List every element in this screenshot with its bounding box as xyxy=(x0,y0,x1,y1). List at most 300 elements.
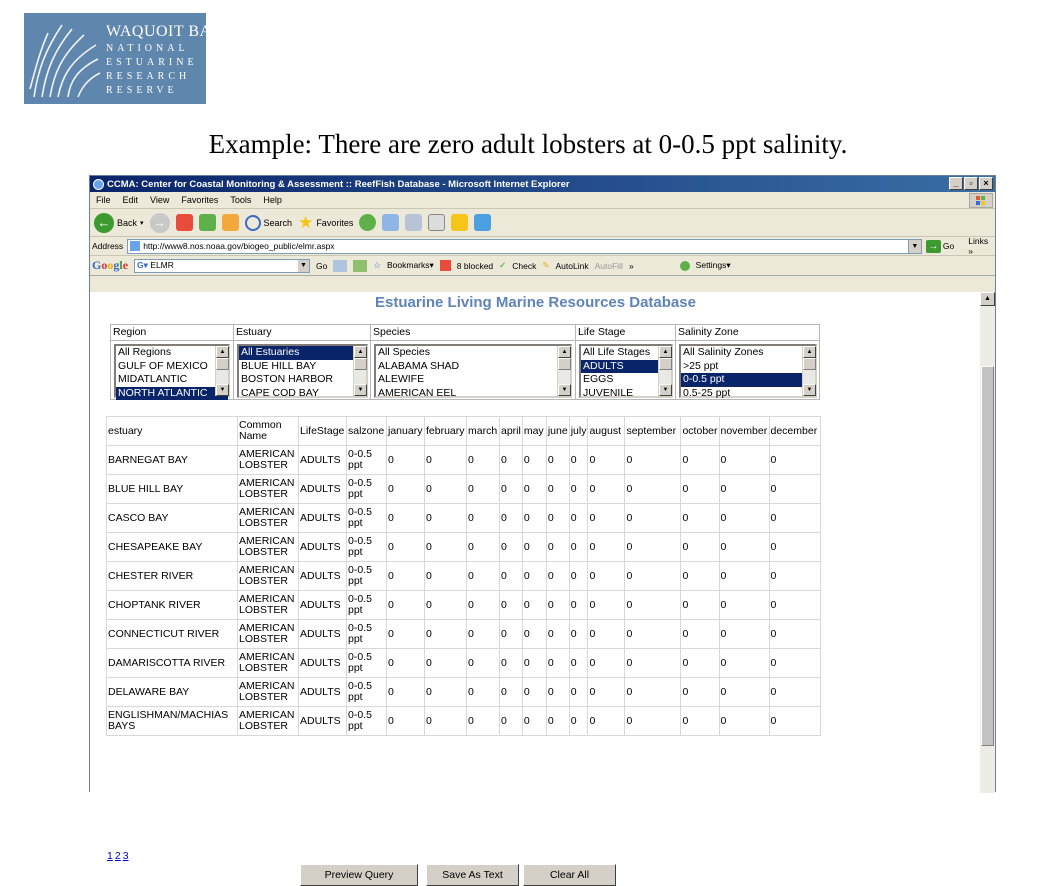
table-cell: DELAWARE BAY xyxy=(107,678,238,707)
table-cell: 0 xyxy=(769,620,820,649)
species-option[interactable]: All Species xyxy=(378,346,430,358)
check-button[interactable]: Check xyxy=(512,260,537,271)
window-title: CCMA: Center for Coastal Monitoring & Assessment :: ReefFish Database - Microsoft Internet Explorer xyxy=(107,178,570,190)
save-as-text-button[interactable]: Save As Text xyxy=(426,864,519,886)
table-cell: 0 xyxy=(425,562,467,591)
table-cell: 0 xyxy=(425,620,467,649)
column-header: september xyxy=(625,417,681,446)
table-cell: CASCO BAY xyxy=(107,504,238,533)
table-cell: 0 xyxy=(425,504,467,533)
column-header: november xyxy=(719,417,769,446)
table-row xyxy=(107,446,821,475)
menu-tools[interactable]: Tools xyxy=(230,195,252,205)
back-button[interactable]: ← Back ▾ xyxy=(94,213,144,233)
table-cell: 0-0.5 ppt xyxy=(347,591,387,620)
column-header: january xyxy=(387,417,425,446)
menu-bar xyxy=(90,192,995,209)
table-cell: 0 xyxy=(588,446,625,475)
table-cell: 0 xyxy=(546,678,569,707)
table-cell: 0 xyxy=(719,562,769,591)
forward-arrow-icon[interactable]: → xyxy=(150,213,170,233)
scroll-up-icon[interactable]: ▲ xyxy=(980,292,995,306)
table-cell: 0 xyxy=(387,678,425,707)
table-cell: 0 xyxy=(769,707,820,736)
table-cell: 0 xyxy=(500,591,523,620)
table-cell: 0 xyxy=(681,591,719,620)
address-bar xyxy=(90,237,995,256)
region-filter xyxy=(111,325,234,399)
print-icon[interactable] xyxy=(405,214,422,231)
page-icon xyxy=(130,241,140,251)
table-cell: 0 xyxy=(769,475,820,504)
salinity-filter xyxy=(676,325,819,399)
table-cell: 0 xyxy=(569,446,588,475)
table-cell: 0-0.5 ppt xyxy=(347,446,387,475)
table-cell: 0 xyxy=(569,707,588,736)
estuary-scrollbar[interactable] xyxy=(353,346,366,396)
table-cell: 0 xyxy=(625,562,681,591)
table-cell: 0 xyxy=(569,562,588,591)
go-button[interactable] xyxy=(926,240,954,253)
address-label: Address xyxy=(92,241,124,251)
table-cell: 0 xyxy=(588,678,625,707)
scroll-down-icon[interactable]: ▼ xyxy=(354,384,367,396)
table-cell: 0 xyxy=(522,620,546,649)
table-row xyxy=(107,649,821,678)
scroll-down-icon[interactable]: ▼ xyxy=(659,384,672,396)
popup-blocker-icon xyxy=(440,260,451,271)
table-cell: 0 xyxy=(719,678,769,707)
table-cell: 0-0.5 ppt xyxy=(347,475,387,504)
table-cell: 0 xyxy=(387,591,425,620)
table-cell: ADULTS xyxy=(299,562,347,591)
page-link-3[interactable]: 3 xyxy=(122,850,129,862)
region-option-selected[interactable]: NORTH ATLANTIC xyxy=(116,387,228,401)
browser-window xyxy=(89,175,996,881)
table-cell: 0 xyxy=(625,533,681,562)
table-cell: 0 xyxy=(467,620,500,649)
folder-icon[interactable] xyxy=(451,214,468,231)
species-label: Species xyxy=(371,325,575,341)
table-cell: CONNECTICUT RIVER xyxy=(107,620,238,649)
popup-blocked-count[interactable]: 8 blocked xyxy=(456,260,494,271)
table-cell: 0 xyxy=(467,504,500,533)
table-cell: 0 xyxy=(467,446,500,475)
estuary-option-selected[interactable]: All Estuaries xyxy=(239,346,366,360)
life-stage-option-selected[interactable]: ADULTS xyxy=(581,360,671,374)
table-cell: 0 xyxy=(500,446,523,475)
table-cell: 0 xyxy=(769,446,820,475)
table-cell: 0 xyxy=(546,649,569,678)
favorites-button[interactable] xyxy=(298,213,353,233)
table-cell: 0 xyxy=(681,707,719,736)
column-header: LifeStage xyxy=(299,417,347,446)
table-cell: 0 xyxy=(500,504,523,533)
salinity-option[interactable]: 0.5-25 ppt xyxy=(683,386,731,399)
species-listbox[interactable] xyxy=(374,344,572,398)
column-header: december xyxy=(769,417,820,446)
table-cell: 0 xyxy=(588,707,625,736)
region-label: Region xyxy=(111,325,233,341)
table-cell: 0 xyxy=(500,707,523,736)
salinity-option-selected[interactable]: 0-0.5 ppt xyxy=(681,373,815,387)
table-cell: 0 xyxy=(546,446,569,475)
table-cell: 0 xyxy=(588,649,625,678)
table-cell: 0 xyxy=(425,678,467,707)
table-cell: 0 xyxy=(546,620,569,649)
star-bookmark-icon: ☆ xyxy=(373,260,381,270)
pagerank-icon[interactable] xyxy=(353,260,367,272)
table-header-row xyxy=(107,417,821,446)
bookmarks-button[interactable]: Bookmarks▾ xyxy=(386,260,434,270)
address-input[interactable] xyxy=(127,239,922,254)
window-titlebar xyxy=(90,176,995,192)
spellcheck-icon: ✓ xyxy=(499,260,507,270)
region-option[interactable]: MIDATLANTIC xyxy=(118,373,188,385)
scroll-up-icon[interactable]: ▲ xyxy=(354,346,367,358)
preview-query-button[interactable]: Preview Query xyxy=(300,864,418,886)
table-cell: 0 xyxy=(769,649,820,678)
table-cell: 0 xyxy=(625,591,681,620)
table-cell: 0 xyxy=(625,620,681,649)
google-tool-icon[interactable] xyxy=(333,260,347,272)
life-stage-label: Life Stage xyxy=(576,325,675,341)
scroll-down-icon[interactable]: ▼ xyxy=(803,384,816,396)
table-cell: ADULTS xyxy=(299,504,347,533)
table-cell: 0 xyxy=(467,649,500,678)
table-cell: 0-0.5 ppt xyxy=(347,678,387,707)
table-cell: 0-0.5 ppt xyxy=(347,649,387,678)
table-cell: 0 xyxy=(625,707,681,736)
search-icon xyxy=(245,215,261,231)
back-label: Back xyxy=(117,217,138,228)
column-header: june xyxy=(546,417,569,446)
table-cell: 0-0.5 ppt xyxy=(347,504,387,533)
region-option[interactable]: All Regions xyxy=(118,346,172,358)
table-cell: 0 xyxy=(588,504,625,533)
google-logo: Google xyxy=(92,258,129,272)
life-stage-filter xyxy=(576,325,676,399)
region-scrollbar[interactable] xyxy=(215,346,228,396)
salinity-scrollbar[interactable] xyxy=(802,346,815,396)
estuary-option[interactable]: BOSTON HARBOR xyxy=(241,373,333,385)
pagination xyxy=(107,850,131,862)
region-option[interactable]: GULF OF MEXICO xyxy=(118,359,208,372)
table-cell: 0 xyxy=(625,678,681,707)
messenger-icon[interactable] xyxy=(474,214,491,231)
table-cell: 0 xyxy=(569,649,588,678)
estuary-listbox[interactable] xyxy=(237,344,368,398)
table-cell: 0 xyxy=(719,707,769,736)
stop-icon[interactable] xyxy=(176,214,193,231)
table-row xyxy=(107,562,821,591)
scroll-down-icon[interactable]: ▼ xyxy=(558,384,571,396)
scroll-up-icon[interactable]: ▲ xyxy=(803,346,816,358)
page-content xyxy=(90,292,981,881)
table-cell: AMERICAN LOBSTER xyxy=(238,591,299,620)
table-cell: 0 xyxy=(546,562,569,591)
table-cell: 0 xyxy=(625,446,681,475)
table-cell: 0-0.5 ppt xyxy=(347,707,387,736)
table-cell: 0 xyxy=(769,533,820,562)
menu-file[interactable]: File xyxy=(96,195,111,205)
species-filter xyxy=(371,325,576,399)
menu-view[interactable]: View xyxy=(150,195,170,205)
table-cell: DAMARISCOTTA RIVER xyxy=(107,649,238,678)
table-cell: 0 xyxy=(522,707,546,736)
page-link-2[interactable]: 2 xyxy=(114,850,121,862)
logo-line-4: RESEARCH xyxy=(106,71,191,82)
google-go-button[interactable]: Go xyxy=(316,260,328,271)
species-option[interactable]: ALABAMA SHAD xyxy=(378,359,460,372)
table-cell: 0 xyxy=(719,649,769,678)
table-cell: 0-0.5 ppt xyxy=(347,533,387,562)
scroll-up-icon[interactable]: ▲ xyxy=(558,346,571,358)
table-cell: 0 xyxy=(387,620,425,649)
google-search-input[interactable]: G▾ ELMR ▼ xyxy=(134,259,310,273)
table-cell: ADULTS xyxy=(299,591,347,620)
table-cell: BLUE HILL BAY xyxy=(107,475,238,504)
table-cell: 0 xyxy=(719,475,769,504)
home-icon[interactable] xyxy=(222,214,239,231)
menu-favorites[interactable]: Favorites xyxy=(181,195,219,205)
table-cell: 0 xyxy=(769,591,820,620)
table-cell: 0 xyxy=(719,620,769,649)
estuary-option[interactable]: CAPE COD BAY xyxy=(241,386,319,399)
table-cell: 0 xyxy=(522,591,546,620)
table-cell: 0 xyxy=(681,620,719,649)
settings-button[interactable]: Settings▾ xyxy=(695,260,731,270)
page-link-1[interactable]: 1 xyxy=(107,850,113,862)
life-stage-option[interactable]: EGGS xyxy=(583,373,614,385)
estuary-label: Estuary xyxy=(234,325,370,341)
go-label: Go xyxy=(942,241,955,251)
table-cell: 0 xyxy=(769,504,820,533)
table-cell: 0 xyxy=(719,504,769,533)
scroll-up-icon[interactable]: ▲ xyxy=(216,346,229,358)
links-label[interactable]: Links » xyxy=(968,236,989,256)
column-header: salzone xyxy=(347,417,387,446)
maximize-button[interactable]: ▫ xyxy=(964,177,978,190)
marsh-grass-logo-icon xyxy=(28,19,102,99)
table-row xyxy=(107,591,821,620)
table-cell: 0 xyxy=(588,591,625,620)
edit-icon[interactable] xyxy=(428,214,445,231)
column-header: estuary xyxy=(107,417,238,446)
media-icon[interactable] xyxy=(359,214,376,231)
more-chevron-icon[interactable]: » xyxy=(628,260,634,271)
table-cell: 0 xyxy=(546,707,569,736)
region-listbox[interactable] xyxy=(114,344,230,398)
column-header: august xyxy=(588,417,625,446)
filter-panel xyxy=(110,324,820,400)
table-cell: ADULTS xyxy=(299,533,347,562)
table-cell: 0 xyxy=(522,562,546,591)
action-buttons xyxy=(300,864,620,886)
column-header: may xyxy=(522,417,546,446)
google-search-value: ELMR xyxy=(150,259,174,270)
table-cell: ADULTS xyxy=(299,620,347,649)
table-cell: 0 xyxy=(681,533,719,562)
table-cell: 0 xyxy=(546,504,569,533)
table-cell: 0 xyxy=(500,562,523,591)
table-cell: 0 xyxy=(681,446,719,475)
table-cell: 0 xyxy=(387,446,425,475)
table-cell: AMERICAN LOBSTER xyxy=(238,562,299,591)
table-cell: 0 xyxy=(681,649,719,678)
scroll-thumb[interactable] xyxy=(981,366,994,746)
table-cell: 0 xyxy=(625,649,681,678)
table-row xyxy=(107,533,821,562)
autolink-icon: ✎ xyxy=(542,260,550,270)
table-cell: ENGLISHMAN/MACHIAS BAYS xyxy=(107,707,238,736)
table-cell: AMERICAN LOBSTER xyxy=(238,649,299,678)
table-cell: 0-0.5 ppt xyxy=(347,620,387,649)
autolink-button[interactable]: AutoLink xyxy=(555,260,589,271)
table-cell: 0 xyxy=(522,446,546,475)
salinity-label: Salinity Zone xyxy=(676,325,819,341)
table-cell: 0 xyxy=(425,649,467,678)
table-cell: ADULTS xyxy=(299,649,347,678)
table-cell: 0 xyxy=(719,533,769,562)
page-scrollbar[interactable] xyxy=(980,292,995,793)
google-toolbar xyxy=(90,256,995,276)
table-cell: 0 xyxy=(467,707,500,736)
table-cell: AMERICAN LOBSTER xyxy=(238,707,299,736)
life-stage-option[interactable]: JUVENILE xyxy=(583,386,634,399)
autofill-button[interactable]: AutoFill xyxy=(594,260,623,271)
table-cell: AMERICAN LOBSTER xyxy=(238,504,299,533)
table-cell: ADULTS xyxy=(299,475,347,504)
table-cell: AMERICAN LOBSTER xyxy=(238,475,299,504)
search-label: Search xyxy=(263,217,293,228)
logo-line-5: RESERVE xyxy=(106,85,178,96)
table-cell: 0 xyxy=(681,678,719,707)
clear-all-button[interactable]: Clear All xyxy=(523,864,616,886)
life-stage-listbox[interactable] xyxy=(579,344,673,398)
table-row xyxy=(107,707,821,736)
column-header: Common Name xyxy=(238,417,299,446)
close-button[interactable]: × xyxy=(979,177,993,190)
table-cell: 0 xyxy=(588,475,625,504)
table-cell: 0 xyxy=(569,620,588,649)
search-button[interactable] xyxy=(245,215,293,231)
table-cell: 0 xyxy=(588,533,625,562)
table-row xyxy=(107,475,821,504)
estuary-option[interactable]: BLUE HILL BAY xyxy=(241,359,317,372)
table-cell: 0 xyxy=(500,649,523,678)
menu-help[interactable]: Help xyxy=(263,195,282,205)
standard-toolbar xyxy=(90,209,995,237)
species-option[interactable]: ALEWIFE xyxy=(378,373,425,385)
table-cell: 0 xyxy=(467,533,500,562)
table-cell: AMERICAN LOBSTER xyxy=(238,446,299,475)
waquoit-bay-logo xyxy=(24,13,223,104)
salinity-listbox[interactable] xyxy=(679,344,817,398)
scroll-up-icon[interactable]: ▲ xyxy=(659,346,672,358)
table-cell: 0 xyxy=(625,504,681,533)
species-scrollbar[interactable] xyxy=(557,346,570,396)
table-cell: 0 xyxy=(719,591,769,620)
internet-explorer-icon xyxy=(93,179,104,190)
table-cell: ADULTS xyxy=(299,446,347,475)
table-cell: 0 xyxy=(522,678,546,707)
table-cell: 0 xyxy=(500,475,523,504)
table-cell: AMERICAN LOBSTER xyxy=(238,678,299,707)
table-cell: CHESTER RIVER xyxy=(107,562,238,591)
refresh-icon[interactable] xyxy=(199,214,216,231)
table-cell: 0 xyxy=(522,475,546,504)
settings-icon xyxy=(680,261,690,271)
star-icon: ★ xyxy=(298,212,314,232)
table-cell: ADULTS xyxy=(299,707,347,736)
table-cell: 0 xyxy=(425,707,467,736)
scroll-down-icon[interactable]: ▼ xyxy=(216,384,229,396)
logo-line-2: NATIONAL xyxy=(106,43,189,54)
species-option[interactable]: AMERICAN EEL xyxy=(378,386,457,399)
life-stage-option[interactable]: All Life Stages xyxy=(583,346,651,358)
table-cell: AMERICAN LOBSTER xyxy=(238,620,299,649)
windows-flag-icon xyxy=(969,193,993,208)
table-cell: 0 xyxy=(522,504,546,533)
table-cell: AMERICAN LOBSTER xyxy=(238,533,299,562)
column-header: february xyxy=(425,417,467,446)
table-cell: 0 xyxy=(522,649,546,678)
table-cell: 0 xyxy=(467,562,500,591)
table-cell: 0 xyxy=(425,446,467,475)
table-cell: 0 xyxy=(500,678,523,707)
table-cell: 0 xyxy=(546,591,569,620)
table-cell: 0 xyxy=(387,533,425,562)
back-arrow-icon: ← xyxy=(94,213,114,233)
salinity-option[interactable]: >25 ppt xyxy=(683,359,719,372)
table-cell: 0 xyxy=(467,591,500,620)
table-cell: 0 xyxy=(769,678,820,707)
column-header: july xyxy=(569,417,588,446)
address-dropdown-icon[interactable]: ▼ xyxy=(908,240,921,253)
table-cell: 0 xyxy=(719,446,769,475)
table-cell: 0 xyxy=(569,678,588,707)
table-cell: 0 xyxy=(681,504,719,533)
table-cell: 0 xyxy=(425,591,467,620)
column-header: april xyxy=(500,417,523,446)
table-cell: ADULTS xyxy=(299,678,347,707)
table-row xyxy=(107,678,821,707)
table-cell: 0 xyxy=(387,475,425,504)
google-dropdown-icon[interactable]: ▼ xyxy=(298,260,309,272)
table-body xyxy=(107,446,821,736)
menu-edit[interactable]: Edit xyxy=(122,195,139,205)
table-cell: BARNEGAT BAY xyxy=(107,446,238,475)
table-cell: 0 xyxy=(387,707,425,736)
minimize-button[interactable]: _ xyxy=(949,177,963,190)
table-cell: CHESAPEAKE BAY xyxy=(107,533,238,562)
table-cell: 0 xyxy=(500,620,523,649)
salinity-option[interactable]: All Salinity Zones xyxy=(683,346,764,358)
table-cell: 0 xyxy=(467,678,500,707)
address-value: http://www8.nos.noaa.gov/biogeo_public/elmr.aspx xyxy=(143,241,335,251)
table-cell: 0 xyxy=(681,475,719,504)
table-cell: 0 xyxy=(769,562,820,591)
table-cell: 0 xyxy=(467,475,500,504)
life-stage-scrollbar[interactable] xyxy=(658,346,671,396)
results-table xyxy=(106,416,821,736)
table-cell: 0 xyxy=(546,533,569,562)
mail-icon[interactable] xyxy=(382,214,399,231)
table-cell: 0 xyxy=(425,533,467,562)
table-cell: 0 xyxy=(387,649,425,678)
column-header: march xyxy=(467,417,500,446)
